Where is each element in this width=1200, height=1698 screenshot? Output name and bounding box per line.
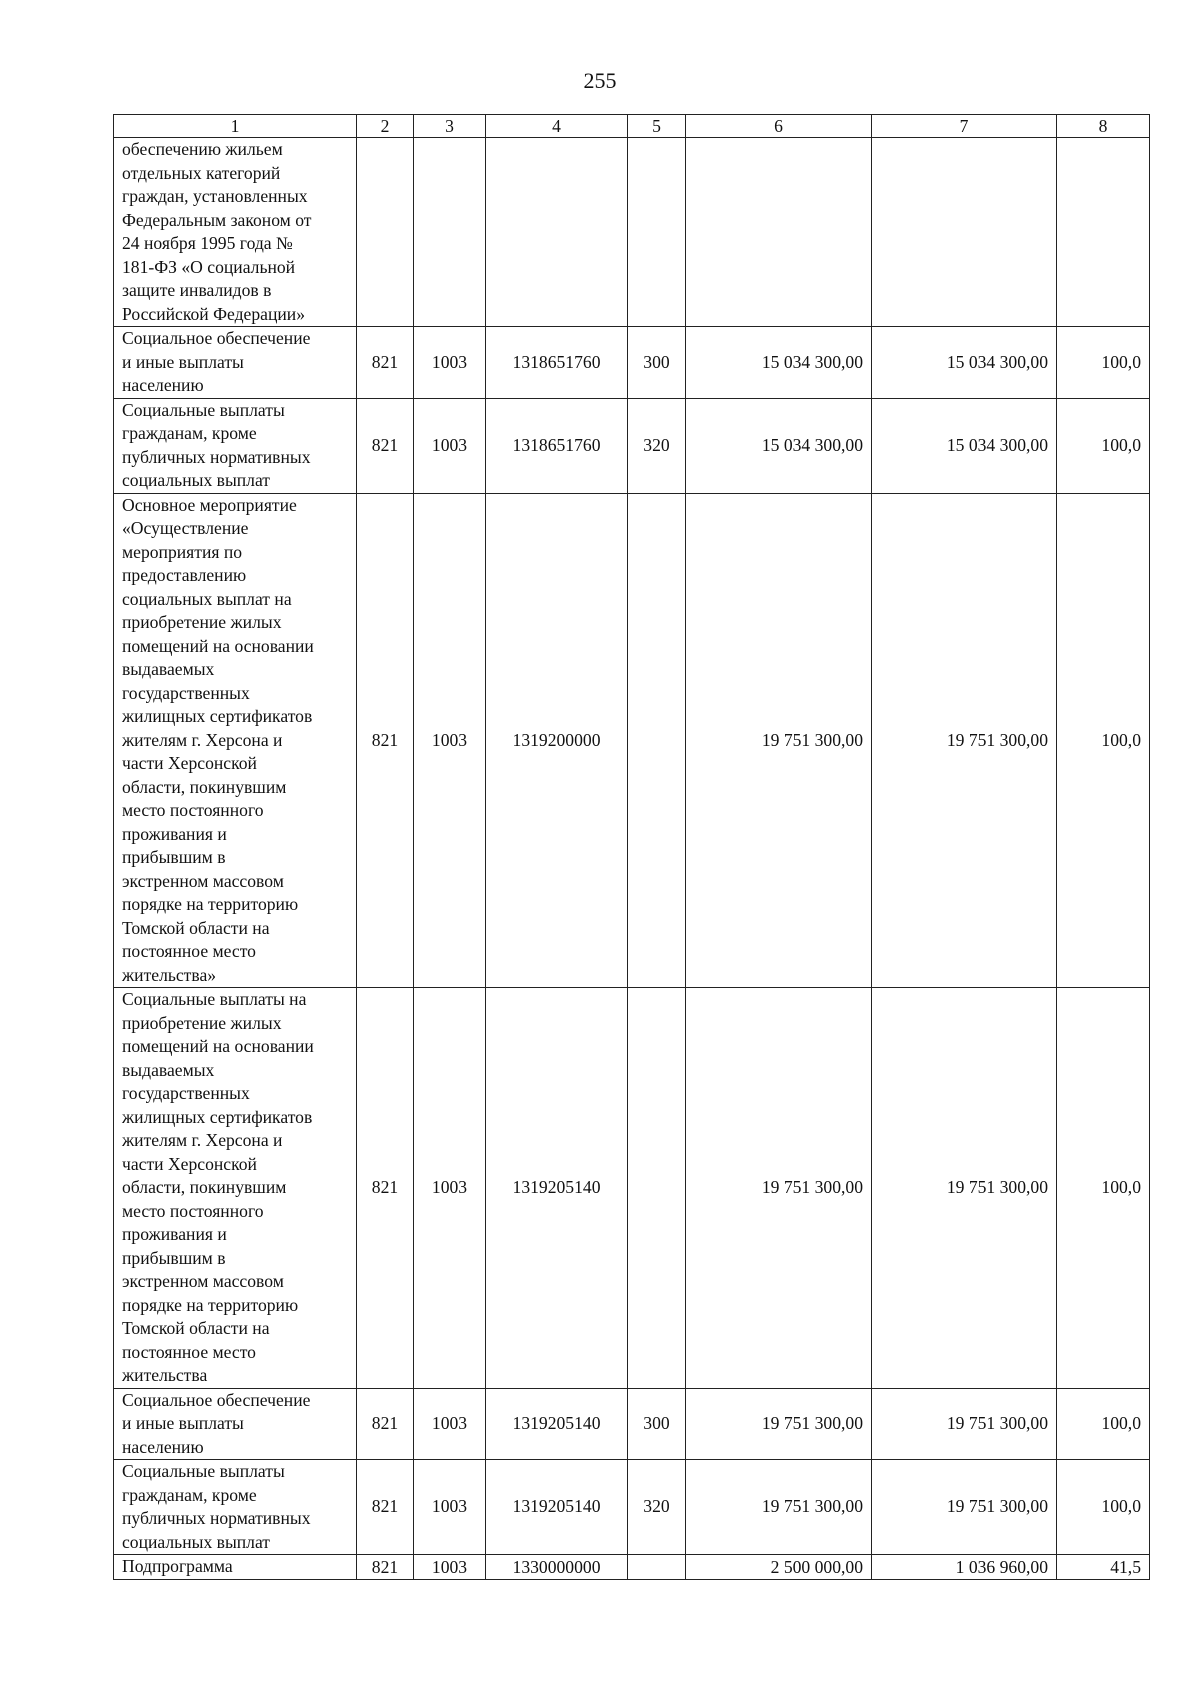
description-line: экстренном массовом: [122, 870, 284, 891]
executed-amount-cell: [872, 138, 1057, 327]
description-line: публичных нормативных: [122, 446, 311, 467]
expense-type-cell: [628, 1555, 686, 1580]
column-header: 2: [357, 115, 414, 138]
section-code-cell: 1003: [414, 988, 486, 1389]
description-line: Российской Федерации»: [122, 303, 305, 324]
row-description-cell: [114, 493, 357, 988]
execution-percent-cell: 100,0: [1057, 327, 1150, 399]
description-line: населению: [122, 1436, 204, 1457]
description-line: гражданам, кроме: [122, 1484, 257, 1505]
executed-amount-cell: 19 751 300,00: [872, 988, 1057, 1389]
description-line: граждан, установленных: [122, 186, 308, 206]
description-line: населению: [122, 375, 204, 395]
description-line: проживания и: [122, 1224, 227, 1244]
description-line: Социальные выплаты: [122, 1461, 285, 1481]
ministry-code-cell: 821: [357, 1460, 414, 1555]
description-line: место постоянного: [122, 1200, 264, 1221]
expense-type-cell: 300: [628, 327, 686, 399]
execution-percent-cell: 100,0: [1057, 398, 1150, 493]
column-header: 8: [1057, 115, 1150, 138]
table-row: [114, 138, 1150, 327]
expense-type-cell: [628, 988, 686, 1389]
column-header: 5: [628, 115, 686, 138]
row-description-cell: [114, 398, 357, 493]
column-header: 3: [414, 115, 486, 138]
description-line: жительства: [122, 1365, 208, 1385]
section-code-cell: 1003: [414, 327, 486, 399]
description-line: Томской области на: [122, 1318, 270, 1338]
description-line: «Осуществление: [122, 518, 249, 538]
description-line: постоянное место: [122, 941, 256, 961]
description-line: 181-ФЗ «О социальной: [122, 256, 296, 277]
description-line: публичных нормативных: [122, 1508, 311, 1528]
table-row: [114, 1460, 1150, 1555]
target-article-cell: 1318651760: [486, 398, 628, 493]
execution-percent-cell: 100,0: [1057, 493, 1150, 988]
executed-amount-cell: 19 751 300,00: [872, 1460, 1057, 1555]
target-article-cell: 1319205140: [486, 1460, 628, 1555]
description-line: экстренном массовом: [122, 1271, 284, 1291]
ministry-code-cell: 821: [357, 398, 414, 493]
description-line: социальных выплат: [122, 470, 271, 490]
description-line: и иные выплаты: [122, 1413, 244, 1433]
description-line: социальных выплат: [122, 1531, 271, 1552]
expense-type-cell: 300: [628, 1388, 686, 1460]
expense-type-cell: 320: [628, 1460, 686, 1555]
description-line: части Херсонской: [122, 1153, 257, 1174]
executed-amount-cell: 19 751 300,00: [872, 493, 1057, 988]
execution-percent-cell: 41,5: [1057, 1555, 1150, 1580]
executed-amount-cell: 15 034 300,00: [872, 327, 1057, 399]
target-article-cell: 1319200000: [486, 493, 628, 988]
execution-percent-cell: 100,0: [1057, 1460, 1150, 1555]
planned-amount-cell: 15 034 300,00: [686, 327, 872, 399]
planned-amount-cell: 19 751 300,00: [686, 1460, 872, 1555]
description-line: проживания и: [122, 823, 227, 844]
description-line: жилищных сертификатов: [122, 1106, 313, 1127]
expense-type-cell: [628, 138, 686, 327]
description-line: области, покинувшим: [122, 776, 287, 797]
row-description-cell: [114, 138, 357, 327]
description-line: Социальное обеспечение: [122, 1389, 311, 1410]
target-article-cell: 1330000000: [486, 1555, 628, 1580]
ministry-code-cell: 821: [357, 1388, 414, 1460]
description-line: социальных выплат на: [122, 588, 292, 609]
row-description-cell: [114, 1555, 357, 1580]
column-header-row: [114, 115, 1150, 138]
description-line: 24 ноября 1995 года №: [122, 233, 293, 253]
planned-amount-cell: 19 751 300,00: [686, 493, 872, 988]
description-line: порядке на территорию: [122, 894, 299, 914]
section-code-cell: 1003: [414, 1388, 486, 1460]
row-description-cell: [114, 1460, 357, 1555]
column-header: 6: [686, 115, 872, 138]
description-line: области, покинувшим: [122, 1177, 287, 1197]
table-row: [114, 1555, 1150, 1580]
executed-amount-cell: 15 034 300,00: [872, 398, 1057, 493]
description-line: Основное мероприятие: [122, 494, 297, 515]
description-line: помещений на основании: [122, 635, 314, 656]
description-line: выдаваемых: [122, 659, 215, 679]
column-header: 1: [114, 115, 357, 138]
description-line: порядке на территорию: [122, 1294, 299, 1315]
description-line: Федеральным законом от: [122, 209, 312, 230]
table-row: [114, 493, 1150, 988]
section-code-cell: 1003: [414, 493, 486, 988]
execution-percent-cell: 100,0: [1057, 988, 1150, 1389]
expense-type-cell: [628, 493, 686, 988]
planned-amount-cell: 15 034 300,00: [686, 398, 872, 493]
section-code-cell: 1003: [414, 1460, 486, 1555]
description-line: Социальное обеспечение: [122, 328, 311, 348]
table-row: [114, 988, 1150, 1389]
target-article-cell: 1318651760: [486, 327, 628, 399]
description-line: части Херсонской: [122, 753, 257, 773]
description-line: прибывшим в: [122, 847, 226, 867]
description-line: жительства»: [122, 964, 217, 985]
execution-percent-cell: [1057, 138, 1150, 327]
section-code-cell: 1003: [414, 398, 486, 493]
table-row: [114, 1388, 1150, 1460]
column-header: 4: [486, 115, 628, 138]
planned-amount-cell: 19 751 300,00: [686, 1388, 872, 1460]
description-line: мероприятия по: [122, 541, 243, 562]
table-row: [114, 327, 1150, 399]
description-line: Социальные выплаты на: [122, 989, 307, 1009]
page-number: 255: [583, 68, 617, 93]
column-header: 7: [872, 115, 1057, 138]
section-code-cell: [414, 138, 486, 327]
description-line: государственных: [122, 682, 250, 703]
planned-amount-cell: 2 500 000,00: [686, 1555, 872, 1580]
description-line: обеспечению жильем: [122, 139, 283, 159]
description-line: гражданам, кроме: [122, 423, 257, 443]
description-line: Подпрограмма: [122, 1556, 233, 1576]
section-code-cell: 1003: [414, 1555, 486, 1580]
expense-type-cell: 320: [628, 398, 686, 493]
description-line: помещений на основании: [122, 1036, 314, 1056]
target-article-cell: 1319205140: [486, 988, 628, 1389]
row-description-cell: [114, 988, 357, 1389]
ministry-code-cell: 821: [357, 327, 414, 399]
planned-amount-cell: 19 751 300,00: [686, 988, 872, 1389]
description-line: государственных: [122, 1083, 250, 1103]
description-line: и иные выплаты: [122, 351, 244, 372]
ministry-code-cell: 821: [357, 988, 414, 1389]
description-line: жителям г. Херсона и: [122, 1130, 283, 1150]
description-line: приобретение жилых: [122, 1012, 282, 1033]
table-row: [114, 398, 1150, 493]
planned-amount-cell: [686, 138, 872, 327]
description-line: выдаваемых: [122, 1059, 215, 1080]
description-line: место постоянного: [122, 800, 264, 820]
description-line: отдельных категорий: [122, 162, 281, 183]
target-article-cell: 1319205140: [486, 1388, 628, 1460]
executed-amount-cell: 1 036 960,00: [872, 1555, 1057, 1580]
description-line: прибывшим в: [122, 1247, 226, 1268]
description-line: защите инвалидов в: [122, 280, 272, 300]
budget-table: [113, 114, 1150, 1580]
execution-percent-cell: 100,0: [1057, 1388, 1150, 1460]
ministry-code-cell: [357, 138, 414, 327]
description-line: жителям г. Херсона и: [122, 729, 283, 750]
description-line: Социальные выплаты: [122, 399, 285, 420]
description-line: жилищных сертификатов: [122, 706, 313, 726]
row-description-cell: [114, 327, 357, 399]
ministry-code-cell: 821: [357, 493, 414, 988]
ministry-code-cell: 821: [357, 1555, 414, 1580]
description-line: Томской области на: [122, 917, 270, 938]
description-line: постоянное место: [122, 1341, 256, 1362]
executed-amount-cell: 19 751 300,00: [872, 1388, 1057, 1460]
row-description-cell: [114, 1388, 357, 1460]
target-article-cell: [486, 138, 628, 327]
description-line: предоставлению: [122, 565, 247, 585]
description-line: приобретение жилых: [122, 612, 282, 632]
